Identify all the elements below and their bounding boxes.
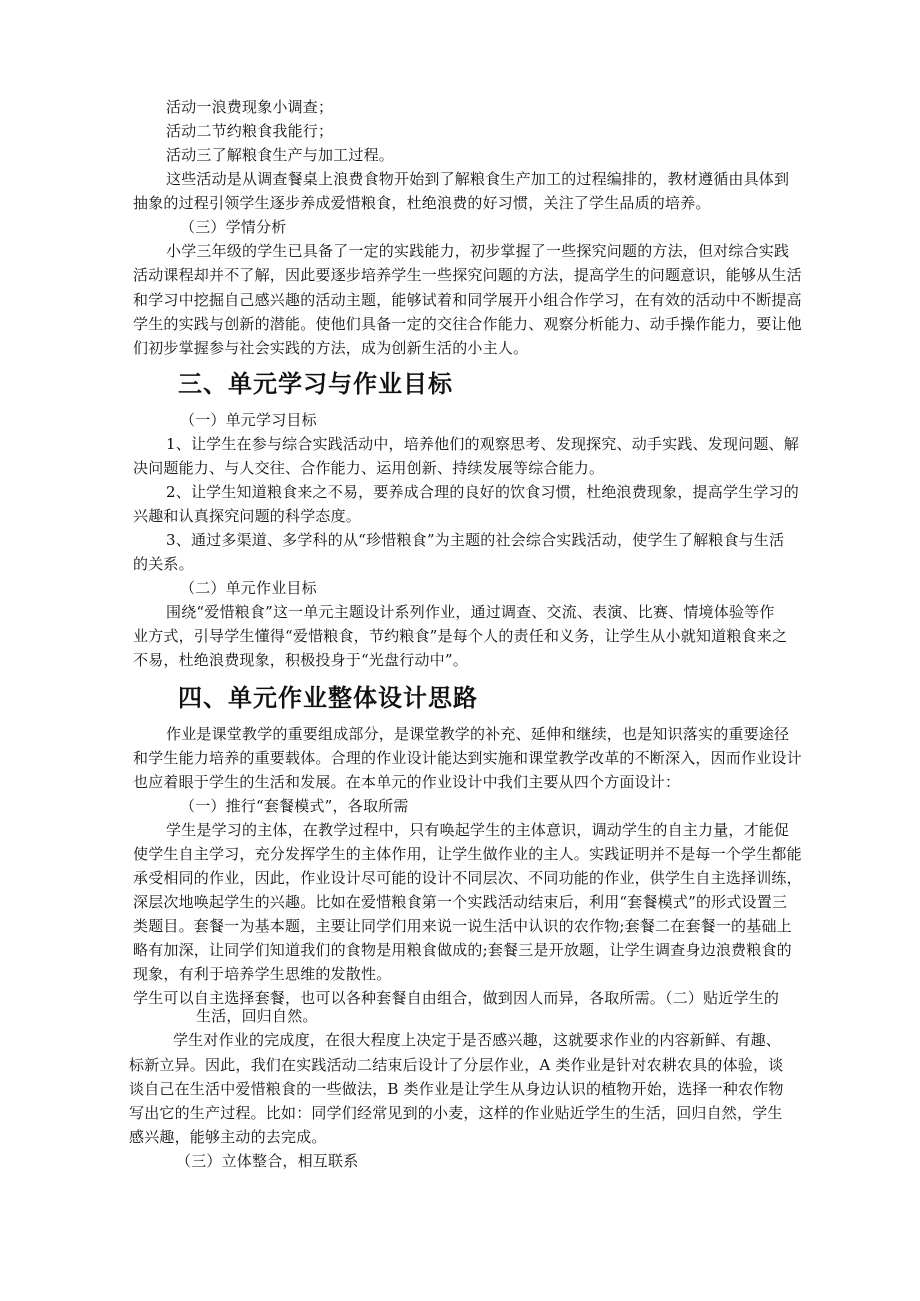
analysis-line: 学生的实践与创新的潜能。使他们具备一定的交往合作能力、观察分析能力、动手操作能力，要让他 (133, 315, 802, 333)
analysis-line: 和学习中挖掘自己感兴趣的活动主题，能够试着和同学展开小组合作学习，在有效的活动中不断提高 (133, 291, 802, 309)
package-line: 略有加深，让同学们知道我们的食物是用粮食做成的;套餐三是开放题，让学生调查身边浪费粮食的 (133, 941, 792, 959)
section-3-sub-1: （一）单元学习目标 (180, 411, 317, 429)
analysis-line: 小学三年级的学生已具备了一定的实践能力，初步掌握了一些探究问题的方法，但对综合实践 (166, 242, 790, 260)
homework-goal-line: 不易，杜绝浪费现象，积极投身于“光盘行动中”。 (133, 651, 468, 669)
life-line: 感兴趣，能够主动的去完成。 (129, 1128, 327, 1146)
section-4-sub-1: （一）推行“套餐模式”，各取所需 (180, 797, 409, 815)
homework-goal-line: 围绕“爱惜粮食”这一单元主题设计系列作业，通过调查、交流、表演、比赛、情境体验等作 (166, 603, 775, 621)
package-line: 承受相同的作业，因此，作业设计尽可能的设计不同层次、不同功能的作业，供学生自主选择训练， (133, 869, 802, 887)
section-4-heading: 四、单元作业整体设计思路 (178, 684, 478, 712)
activity-2: 活动二节约粮食我能行； (166, 122, 334, 140)
design-line: 和学生能力培养的重要载体。合理的作业设计能达到实施和课堂教学改革的不断深入，因而作业设计 (133, 749, 802, 767)
intro-line: 抽象的过程引领学生逐步养成爱惜粮食，杜绝浪费的好习惯，关注了学生品质的培养。 (133, 194, 711, 212)
analysis-line: 们初步掌握参与社会实践的方法，成为创新生活的小主人。 (133, 339, 529, 357)
analysis-line: 活动课程却并不了解，因此要逐步培养学生一些探究问题的方法，提高学生的问题意识，能够从生活 (133, 266, 802, 284)
package-line: 学生是学习的主体，在教学过程中，只有唤起学生的主体意识，调动学生的自主力量，才能促 (166, 821, 790, 839)
goal-line: 2、让学生知道粮食来之不易，要养成合理的良好的饮食习惯，杜绝浪费现象，提高学生学习的 (166, 483, 799, 501)
goal-line: 1、让学生在参与综合实践活动中，培养他们的观察思考、发现探究、动手实践、发现问题、解 (166, 435, 799, 453)
homework-goal-line: 业方式，引导学生懂得“爱惜粮食，节约粮食”是每个人的责任和义务，让学生从小就知道粮食来之 (133, 627, 788, 645)
section-4-sub-3: （三）立体整合，相互联系 (176, 1152, 359, 1170)
analysis-title: （三）学情分析 (180, 218, 287, 236)
design-line: 也应着眼于学生的生活和发展。在本单元的作业设计中我们主要从四个方面设计： (133, 773, 681, 791)
life-line: 谈自己在生活中爱惜粮食的一些做法，B 类作业是让学生从身边认识的植物开始，选择一种农作物 (129, 1080, 784, 1098)
package-line: 学生可以自主选择套餐，也可以各种套餐自由组合，做到因人而异，各取所需。（二）贴近学生的 (133, 989, 780, 1007)
section-3-heading: 三、单元学习与作业目标 (178, 370, 453, 398)
package-line: 生活，回归自然。 (196, 1007, 318, 1025)
intro-line: 这些活动是从调查餐桌上浪费食物开始到了解粮食生产加工的过程编排的，教材遵循由具体到 (166, 170, 790, 188)
goal-line: 3、通过多渠道、多学科的从“珍惜粮食”为主题的社会综合实践活动，使学生了解粮食与生活 (166, 531, 785, 549)
goal-line: 的关系。 (133, 555, 194, 573)
section-3-sub-2: （二）单元作业目标 (180, 579, 317, 597)
activity-1: 活动一浪费现象小调查； (166, 98, 334, 116)
goal-line: 兴趣和认真探究问题的科学态度。 (133, 507, 362, 525)
package-line: 类题目。套餐一为基本题，主要让同学们用来说一说生活中认识的农作物;套餐二在套餐一的基础上 (133, 917, 792, 935)
life-line: 写出它的生产过程。比如：同学们经常见到的小麦，这样的作业贴近学生的生活，回归自然，学生 (129, 1104, 783, 1122)
package-line: 现象，有利于培养学生思维的发散性。 (133, 965, 392, 983)
goal-line: 决问题能力、与人交往、合作能力、运用创新、持续发展等综合能力。 (133, 459, 605, 477)
life-line: 学生对作业的完成度，在很大程度上决定于是否感兴趣，这就要求作业的内容新鲜、有趣、 (173, 1031, 782, 1049)
package-line: 深层次地唤起学生的兴趣。比如在爱惜粮食第一个实践活动结束后，利用“套餐模式”的形式设置三 (133, 893, 788, 911)
activity-3: 活动三了解粮食生产与加工过程。 (166, 146, 395, 164)
package-line: 使学生自主学习，充分发挥学生的主体作用，让学生做作业的主人。实践证明并不是每一个学生都能 (133, 845, 802, 863)
life-line: 标新立异。因此，我们在实践活动二结束后设计了分层作业，A 类作业是针对农耕农具的体验，谈 (129, 1056, 784, 1074)
design-line: 作业是课堂教学的重要组成部分，是课堂教学的补充、延伸和继续，也是知识落实的重要途径 (166, 725, 790, 743)
